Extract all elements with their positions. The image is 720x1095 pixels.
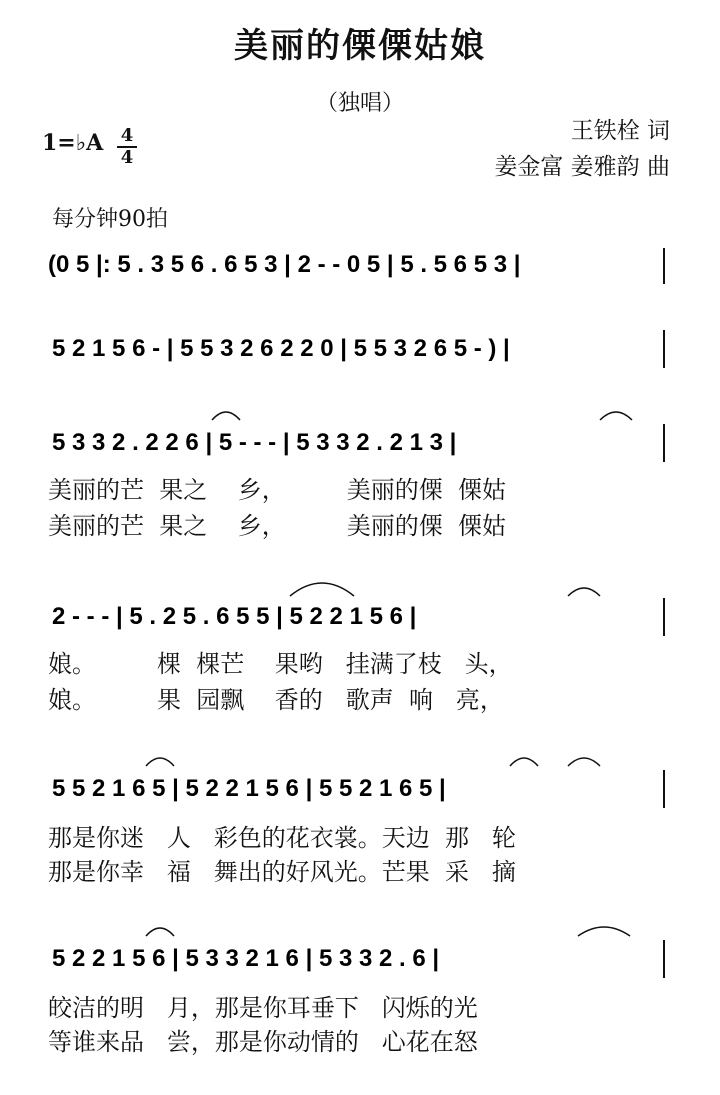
composer-credit: 姜金富 姜雅韵 曲	[494, 154, 670, 180]
lyric-line-5b: 那是你幸 福 舞出的好风光。芒果 采 摘	[48, 858, 516, 886]
time-signature-bottom: 4	[120, 147, 134, 168]
time-signature-top: 4	[120, 125, 134, 146]
score-line-1: (0 5 |: 5 . 3 5 6 . 6 5 3 | 2 - - 0 5 | 5 . 5 6 5 3 |	[48, 251, 521, 278]
lyric-line-4b: 娘。 果 园飘 香的 歌声 响 亮，	[48, 686, 504, 714]
lyric-line-6b: 等谁来品 尝，那是你动情的 心花在怒	[48, 1028, 478, 1056]
lyric-line-5a: 那是你迷 人 彩色的花衣裳。天边 那 轮	[48, 824, 516, 852]
song-title: 美丽的傈傈姑娘	[234, 26, 486, 66]
lyric-line-3a: 美丽的芒 果之 乡， 美丽的傈 傈姑	[48, 476, 507, 504]
score-line-2: 5 2 1 5 6 - | 5 5 3 2 6 2 2 0 | 5 5 3 2 6 5 - ) |	[52, 335, 510, 362]
tempo-marking: 每分钟90拍	[52, 207, 168, 232]
score-line-3: 5 3 3 2 . 2 2 6 | 5 - - - | 5 3 3 2 . 2 1 3 |	[52, 429, 457, 456]
score-line-5: 5 5 2 1 6 5 | 5 2 2 1 5 6 | 5 5 2 1 6 5 |	[52, 775, 446, 802]
lyric-line-3b: 美丽的芒 果之 乡， 美丽的傈 傈姑	[48, 512, 507, 540]
lyric-line-4a: 娘。 棵 棵芒 果哟 挂满了枝 头，	[48, 650, 513, 678]
score-line-4: 2 - - - | 5 . 2 5 . 6 5 5 | 5 2 2 1 5 6 |	[52, 603, 417, 630]
key-signature: 1=♭A	[42, 130, 104, 156]
lyricist-credit: 王铁栓 词	[570, 118, 670, 144]
lyric-line-6a: 皎洁的明 月，那是你耳垂下 闪烁的光	[48, 994, 478, 1022]
song-subtitle: （独唱）	[315, 91, 404, 116]
score-line-6: 5 2 2 1 5 6 | 5 3 3 2 1 6 | 5 3 3 2 . 6 |	[52, 945, 440, 972]
